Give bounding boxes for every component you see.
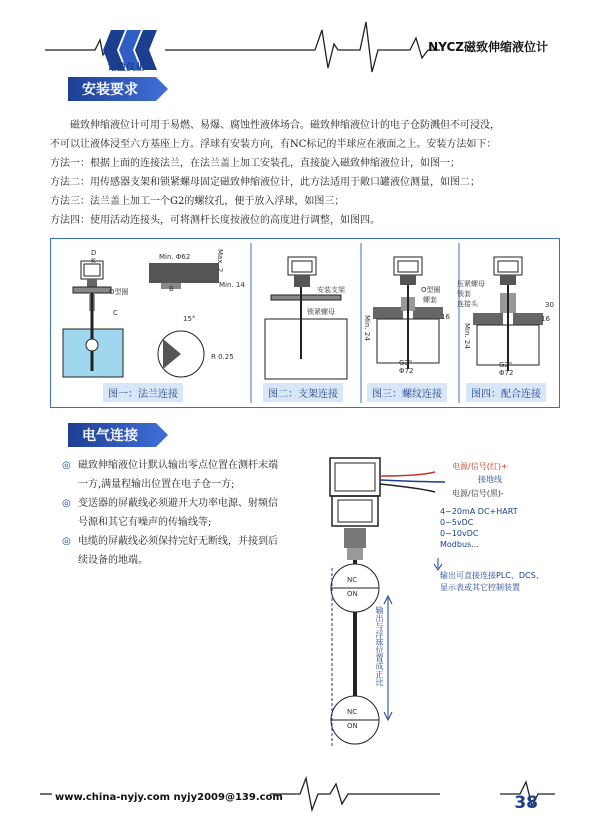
bracket-label: 安装支架: [317, 286, 345, 294]
footer-contact: www.china-nyjy.com nyjy2009@139.com: [55, 792, 283, 803]
proportional-output-label: 输出与浮球位置成正比: [375, 606, 384, 686]
dim-d72b-label: Φ72: [499, 369, 514, 377]
radius-label: R 0.25: [211, 353, 234, 361]
dim-min14-label: Min. 14: [219, 281, 245, 289]
install-paragraph: 方法四：使用活动连接头，可将测杆长度按液位的高度进行调整，如图四。: [50, 215, 380, 226]
dim-min24b-label: Min. 24: [463, 323, 471, 349]
output-option: 0~10vDC: [440, 529, 479, 538]
note-line: 号源和其它有噪声的传输线等;: [78, 517, 212, 528]
electrical-notes: [62, 456, 327, 570]
install-instructions: [50, 116, 560, 230]
output-option: 0~5vDC: [440, 518, 474, 527]
document-title: NYCZ磁致伸缩液位计: [428, 40, 548, 54]
install-paragraph: 磁致伸缩液位计可用于易燃、易爆、腐蚀性液体场合。磁致伸缩液位计的电子仓防溅但不可浸没，: [70, 120, 500, 131]
joint4-label: 连接头: [457, 300, 478, 308]
dim-c-label: C: [113, 309, 118, 317]
figure-3-caption: 图三：螺纹连接: [367, 383, 447, 402]
figure-2-caption: 图二：支架连接: [263, 383, 343, 402]
note-line: 一方,满量程输出位置在电子仓一方;: [78, 479, 235, 490]
float-top-on: ON: [347, 590, 358, 598]
output-note-line: 输出可直接连接PLC、DCS、: [440, 571, 544, 580]
power-positive-label: 电源/信号(红)+: [452, 462, 508, 471]
figure-4-caption: 图四：配合连接: [466, 383, 546, 402]
dim-min24-label: Min. 24: [363, 315, 371, 341]
dim-d72-label: Φ72: [399, 367, 414, 375]
install-section-banner: [68, 78, 156, 100]
output-option: 4~20mA DC+HART: [440, 507, 518, 516]
bullet-icon: ◎: [62, 536, 71, 547]
note-line: 续设备的地端。: [78, 555, 148, 566]
thread-g2b-label: G2": [499, 361, 513, 369]
install-paragraph: 方法二：用传感器支架和锁紧螺母固定磁致伸缩液位计，此方法适用于敞口罐液位测量，如图二；: [50, 177, 480, 188]
ground-wire-label: 接地线: [478, 475, 502, 484]
bullet-icon: ◎: [62, 498, 71, 509]
power-negative-label: 电源/信号(黑)-: [452, 489, 504, 498]
company-name: 诺盈仪业: [108, 63, 145, 73]
note-item: [62, 456, 327, 494]
bullet-icon: ◎: [62, 460, 71, 471]
output-note: [440, 570, 544, 594]
note-item: [62, 532, 327, 570]
oring-label: O型圈: [109, 288, 129, 296]
locknut-label: 锁紧螺母: [307, 308, 335, 316]
note-line: 磁致伸缩液位计默认输出零点位置在测杆末端: [78, 460, 278, 471]
dim-16-label: 16: [441, 313, 450, 321]
nut3-label: 螺套: [423, 296, 437, 304]
float-bottom-on: ON: [347, 722, 358, 730]
install-paragraph: 方法三：法兰盖上加工一个G2的螺纹孔，便于放入浮球，如图三；: [50, 196, 345, 207]
dim-30-label: 30: [545, 301, 554, 309]
note-line: 电缆的屏蔽线必须保持完好无断线，并接到后: [78, 536, 278, 547]
install-paragraph: 方法一：根据上面的连接法兰，在法兰盖上加工安装孔，直接旋入磁致伸缩液位计，如图一；: [50, 158, 460, 169]
dim-k-label: K: [91, 257, 96, 265]
float-bottom-nc: NC: [347, 708, 358, 716]
note-line: 变送器的屏蔽线必须避开大功率电源、射频信: [78, 498, 278, 509]
dim-d-label: D: [91, 249, 97, 257]
wiring-diagram: [310, 448, 580, 748]
page-number: 38: [514, 793, 538, 813]
installation-figures: [50, 238, 560, 408]
output-note-line: 显示表或其它控制装置: [440, 583, 520, 592]
dim-16b-label: 16: [541, 315, 550, 323]
output-option: Modbus...: [440, 540, 479, 549]
output-options: [440, 506, 518, 550]
nut4-label: 压紧螺母: [457, 280, 485, 288]
note-item: [62, 494, 327, 532]
sleeve4-label: 锁套: [457, 290, 471, 298]
dim-min62-label: Min. Φ62: [159, 253, 191, 261]
float-top-nc: NC: [347, 576, 358, 584]
dim-b-label: B: [169, 285, 174, 293]
install-paragraph: 不可以让液体浸至六方基座上方。浮球有安装方向，有NC标记的半球应在液面之上。安装方法如下：: [50, 139, 497, 150]
angle-15-label: 15°: [183, 315, 196, 323]
oring3-label: O型圈: [421, 286, 441, 294]
dim-max2-label: Max. 2: [216, 249, 224, 273]
electrical-section-banner: [68, 424, 156, 446]
electrical-section-title: 电气连接: [68, 423, 156, 447]
thread-g2-label: G2": [399, 359, 413, 367]
figure-1-caption: 图一：法兰连接: [103, 383, 183, 402]
install-section-title: 安装要求: [68, 77, 156, 101]
installation-drawings: [51, 239, 559, 407]
